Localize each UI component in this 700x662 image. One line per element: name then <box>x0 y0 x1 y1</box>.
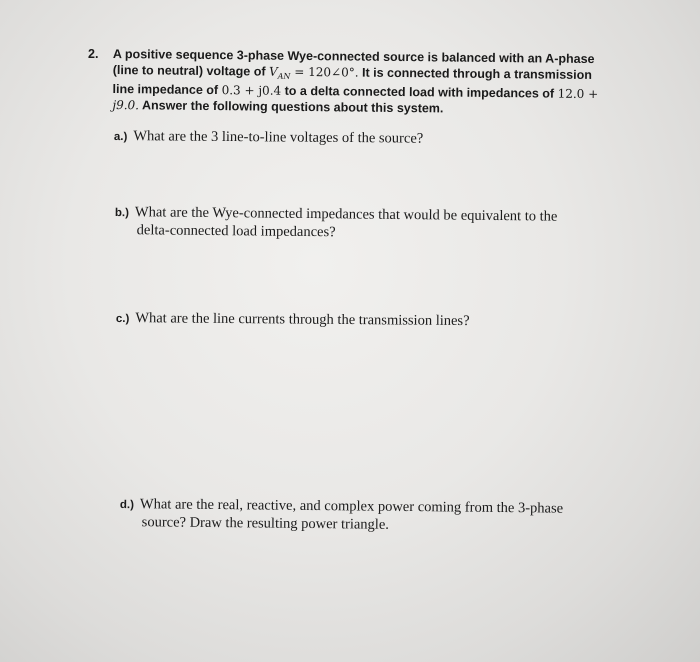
intro-line-4-text: Answer the following questions about this system. <box>138 98 444 116</box>
voltage-symbol: $V_{AN}$ = 120∠0°. <box>268 64 359 81</box>
part-b-label: b.) <box>114 206 130 220</box>
part-b <box>115 204 615 243</box>
part-d-text-line-1: What are the real, reactive, and complex power coming from the 3-phase <box>139 496 564 517</box>
part-b-text-line-2: delta-connected load impedances? <box>136 221 336 240</box>
part-c-label: c.) <box>115 312 130 326</box>
load-impedance-value-part1: 12.0 + <box>557 86 599 102</box>
intro-line-2-text-a: (line to neutral) voltage of <box>112 62 270 79</box>
question-intro <box>112 47 623 119</box>
intro-line-2-text-b: It is connected through a transmission <box>358 65 592 82</box>
intro-line-1: A positive sequence 3-phase Wye-connected source is balanced with an A-phase <box>112 47 595 67</box>
part-a-label: a.) <box>113 130 128 144</box>
part-d-text-line-2: source? Draw the resulting power triangle. <box>141 513 390 533</box>
question-number: 2. <box>88 47 99 61</box>
part-d-label: d.) <box>119 498 135 512</box>
part-a-text: What are the 3 line-to-line voltages of the source? <box>133 128 424 147</box>
part-b-text-line-1: What are the Wye-connected impedances that would be equivalent to the <box>134 204 558 225</box>
load-impedance-value-part2: j9.0. <box>112 97 140 113</box>
part-a <box>114 128 423 148</box>
intro-line-3-text-b: to a delta connected load with impedances of <box>281 83 558 101</box>
line-impedance-value: 0.3 + j0.4 <box>221 83 282 98</box>
part-d <box>120 496 590 535</box>
part-c <box>116 310 470 331</box>
intro-line-3-text-a: line impedance of <box>112 82 222 98</box>
part-c-text: What are the line currents through the transmission lines? <box>135 310 470 330</box>
